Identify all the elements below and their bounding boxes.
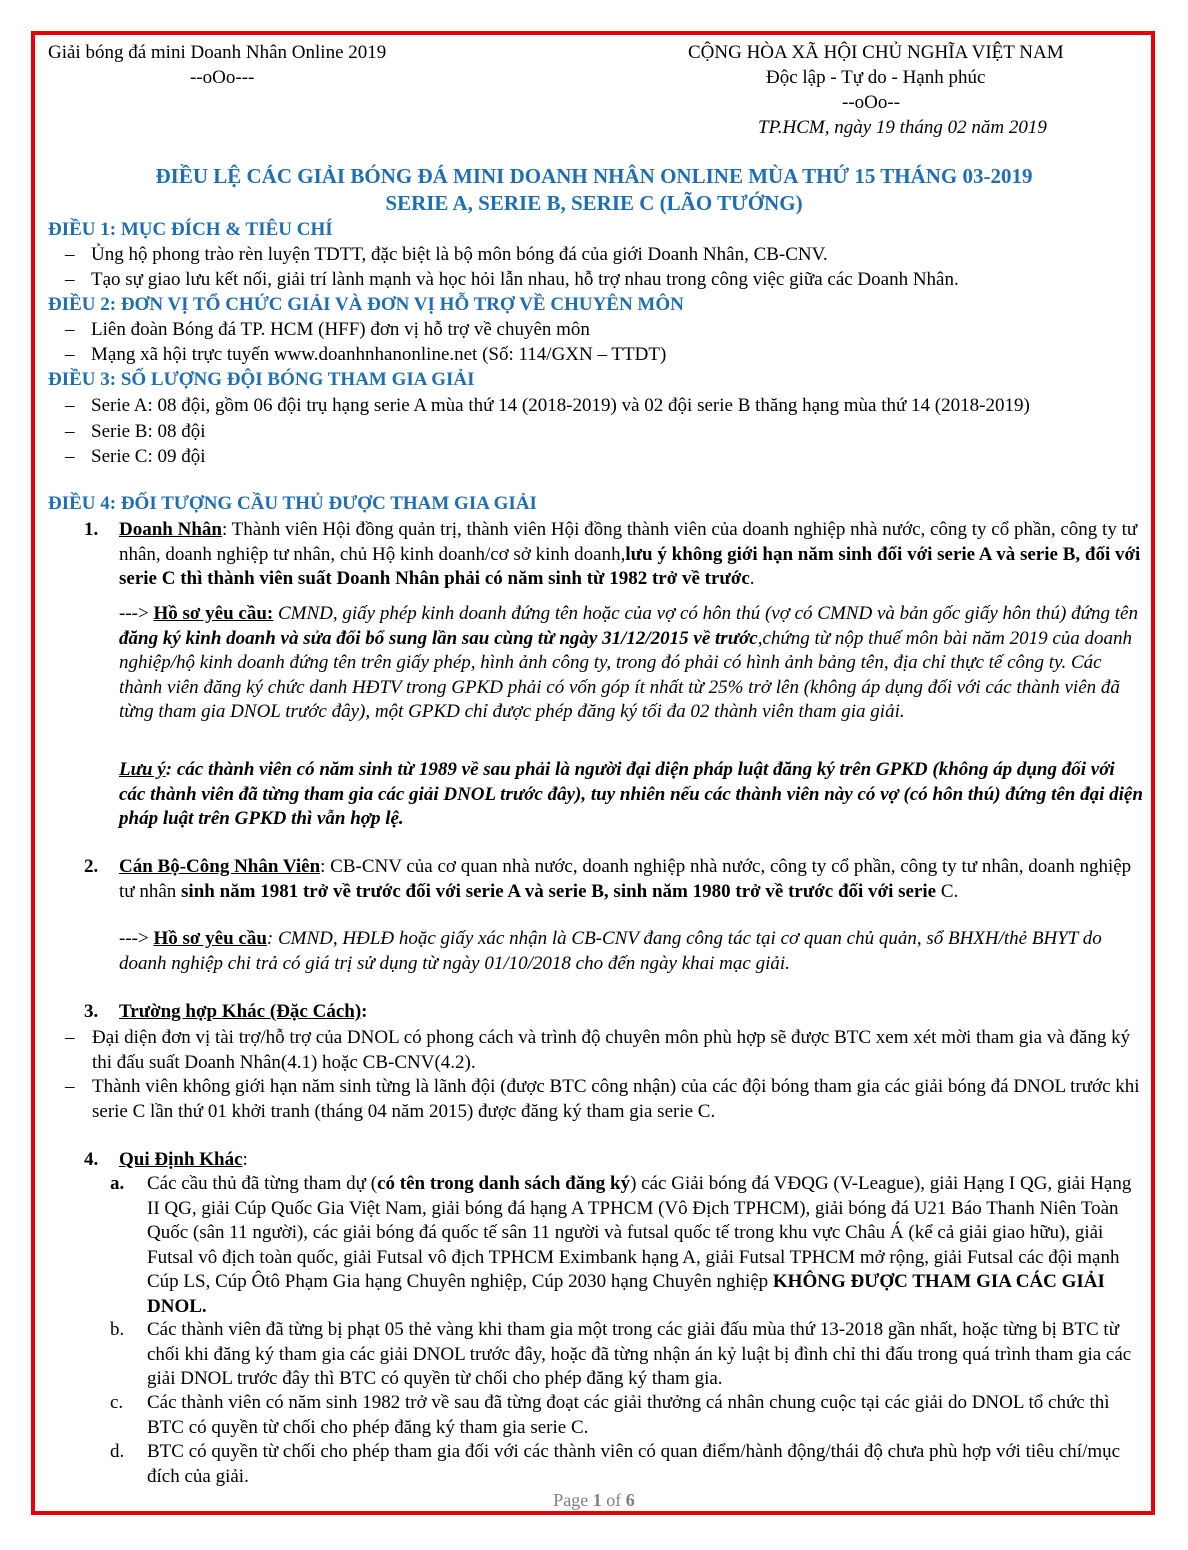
item-marker: b. [110,1319,125,1340]
dash-marker: – [65,1076,75,1097]
paragraph-label: Trường hợp Khác (Đặc Cách) [119,1001,362,1022]
page-footer: Page 1 of 6 [553,1490,635,1510]
document-title: ĐIỀU LỆ CÁC GIẢI BÓNG ĐÁ MINI DOANH NHÂN ONLINE MÙA THỨ 15 THÁNG 03-2019 [155,164,1033,188]
list-item: – Liên đoàn Bóng đá TP. HCM (HFF) đơn vị hỗ trợ về chuyên môn [65,319,590,340]
item-number: 2. [84,856,99,877]
motto: Độc lập - Tự do - Hạnh phúc [766,67,986,88]
paragraph-label: Doanh Nhân [119,519,222,540]
note-doanh-nhan: Lưu ý: các thành viên có năm sinh từ 1989 về sau phải là người đại diện pháp luật đăng ký trên GPKD (không áp dụng đối với các thành viên đã từng tham gia các giải DNOL trước đây), tuy nhiên nếu các thành viên này có vợ (có hôn thú) đứng tên đại diện pháp luật trên GPKD thì vẫn hợp lệ. [119,759,1143,829]
item-number: 3. [84,1001,99,1022]
list-item: Các thành viên có năm sinh 1982 trở về sau đã từng đoạt các giải thưởng cá nhân chung cuộc tại các giải do DNOL tổ chức thì BTC có quyền từ chối cho phép đăng ký tham gia serie C. [147,1392,1110,1438]
list-item: – Mạng xã hội trực tuyến www.doanhnhanonline.net (Số: 114/GXN – TTDT) [65,344,667,365]
page-number: 1 [592,1490,602,1510]
list-item: – Serie C: 09 đội [65,446,206,467]
list-item: Thành viên không giới hạn năm sinh từng là lãnh đội (được BTC công nhận) của các đội bóng tham gia các giải bóng đá DNOL trước khi serie C lần thứ 01 khởi tranh (tháng 04 năm 2015) được đăng ký tham gia serie C. [92,1076,1140,1122]
paragraph-label: Qui Định Khác [119,1149,243,1170]
section-4-heading: ĐIỀU 4: ĐỐI TƯỢNG CẦU THỦ ĐƯỢC THAM GIA GIẢI [48,493,537,514]
requirement-doanh-nhan: ---> Hồ sơ yêu cầu: CMND, giấy phép kinh doanh đứng tên hoặc của vợ có hôn thú (vợ có CMND và bản gốc giấy hôn thú) đứng tên đăng ký kinh doanh và sửa đổi bổ sung lần sau cùng từ ngày 31/12/2015 về trước,chứng từ nộp thuế môn bài năm 2019 của doanh nghiệp/hộ kinh doanh đứng tên trên giấy phép, hình ảnh công ty, trong đó phải có hình ảnh bảng tên, địa chỉ thực tế công ty. Các thành viên đăng ký chức danh HĐTV trong GPKD phải có vốn góp ít nhất từ 25% trở lên (không áp dụng đối với các thành viên đã từng tham gia DNOL trước đây), một GPKD chỉ được phép đăng ký tối đa 02 thành viên tham gia giải. [119,603,1138,722]
list-item: Các thành viên đã từng bị phạt 05 thẻ vàng khi tham gia một trong các giải đấu mùa thứ 13-2018 gần nhất, hoặc từng bị BTC từ chối khi đăng ký tham gia các giải DNOL trước đây, hoặc đã từng nhận án kỷ luật bị đình chỉ thi đấu trong quá trình tham gia các giải DNOL trước đây thì BTC có quyền từ chối cho phép đăng ký tham gia. [147,1319,1132,1389]
item-marker: a. [110,1173,125,1194]
paragraph-qui-dinh: Qui Định Khác: [119,1149,248,1170]
requirement-cb-cnv: ---> Hồ sơ yêu cầu: CMND, HĐLĐ hoặc giấy xác nhận là CB-CNV đang công tác tại cơ quan chủ quản, sổ BHXH/thẻ BHYT do doanh nghiệp chi trả có giá trị sử dụng từ ngày 01/10/2018 cho đến ngày khai mạc giải. [119,928,1102,974]
paragraph-doanh-nhan: Doanh Nhân: Thành viên Hội đồng quản trị, thành viên Hội đồng thành viên của doanh nghiệp nhà nước, công ty cổ phần, công ty tư nhân, doanh nghiệp tư nhân, chủ Hộ kinh doanh/cơ sở kinh doanh,lưu ý không giới hạn năm sinh đối với serie A và serie B, đối với serie C thì thành viên suất Doanh Nhân phải có năm sinh từ 1982 trở về trước. [119,519,1141,589]
item-marker: c. [110,1392,124,1413]
item-number: 4. [84,1149,99,1170]
right-separator: --oOo-- [842,92,901,113]
organizer-name: Giải bóng đá mini Doanh Nhân Online 2019 [48,42,387,63]
left-separator: --oOo--- [190,67,255,88]
document-subtitle: SERIE A, SERIE B, SERIE C (LÃO TƯỚNG) [385,191,803,215]
list-item: – Serie B: 08 đội [65,421,206,442]
list-item: – Serie A: 08 đội, gồm 06 đội trụ hạng serie A mùa thứ 14 (2018-2019) và 02 đội serie B thăng hạng mùa thứ 14 (2018-2019) [65,395,1030,416]
item-marker: d. [110,1441,125,1462]
list-item: Các cầu thủ đã từng tham dự (có tên trong danh sách đăng ký) các Giải bóng đá VĐQG (V-League), giải Hạng I QG, giải Hạng II QG, giải Cúp Quốc Gia Việt Nam, giải bóng đá hạng A TPHCM (Vô Địch TPHCM), giải bóng đá U21 Báo Thanh Niên Toàn Quốc (sân 11 người), các giải bóng đá quốc tế sân 11 người và futsal quốc tế trong khu vực Châu Á (kể cả giải giao hữu), giải Futsal vô địch toàn quốc, giải Futsal vô địch TPHCM Eximbank hạng A, giải Futsal TPHCM mở rộng, giải Futsal các đội mạnh Cúp LS, Cúp Ôtô Phạm Gia hạng Chuyên nghiệp, Cúp 2030 hạng Chuyên nghiệp KHÔNG ĐƯỢC THAM GIA CÁC GIẢI DNOL. [147,1173,1132,1317]
section-2-heading: ĐIỀU 2: ĐƠN VỊ TỔ CHỨC GIẢI VÀ ĐƠN VỊ HỖ TRỢ VỀ CHUYÊN MÔN [48,294,684,315]
dash-marker: – [65,1027,75,1048]
paragraph-cb-cnv: Cán Bộ-Công Nhân Viên: CB-CNV của cơ quan nhà nước, doanh nghiệp nhà nước, công ty cổ phần, công ty tư nhân, doanh nghiệp tư nhân sinh năm 1981 trở về trước đối với serie A và serie B, sinh năm 1980 trở về trước đối với serie C. [119,856,1132,902]
list-item: BTC có quyền từ chối cho phép tham gia đối với các thành viên có quan điểm/hành động/thái độ chưa phù hợp với tiêu chí/mục đích của giải. [147,1441,1121,1487]
country-name: CỘNG HÒA XÃ HỘI CHỦ NGHĨA VIỆT NAM [688,42,1064,63]
document-date: TP.HCM, ngày 19 tháng 02 năm 2019 [758,117,1047,138]
item-number: 1. [84,519,99,540]
paragraph-label: Cán Bộ-Công Nhân Viên [119,856,321,877]
section-3-heading: ĐIỀU 3: SỐ LƯỢNG ĐỘI BÓNG THAM GIA GIẢI [48,369,475,390]
list-item: – Tạo sự giao lưu kết nối, giải trí lành mạnh và học hỏi lẫn nhau, hỗ trợ nhau trong công việc giữa các Doanh Nhân. [65,269,959,290]
paragraph-dac-cach: Trường hợp Khác (Đặc Cách): [119,1001,368,1022]
section-1-heading: ĐIỀU 1: MỤC ĐÍCH & TIÊU CHÍ [48,219,333,240]
list-item: – Ủng hộ phong trào rèn luyện TDTT, đặc biệt là bộ môn bóng đá của giới Doanh Nhân, CB-CNV. [65,244,828,265]
list-item: Đại diện đơn vị tài trợ/hỗ trợ của DNOL có phong cách và trình độ chuyên môn phù hợp sẽ được BTC xem xét mời tham gia và đăng ký thi đấu suất Doanh Nhân(4.1) hoặc CB-CNV(4.2). [92,1027,1131,1073]
page-total: 6 [625,1490,635,1510]
